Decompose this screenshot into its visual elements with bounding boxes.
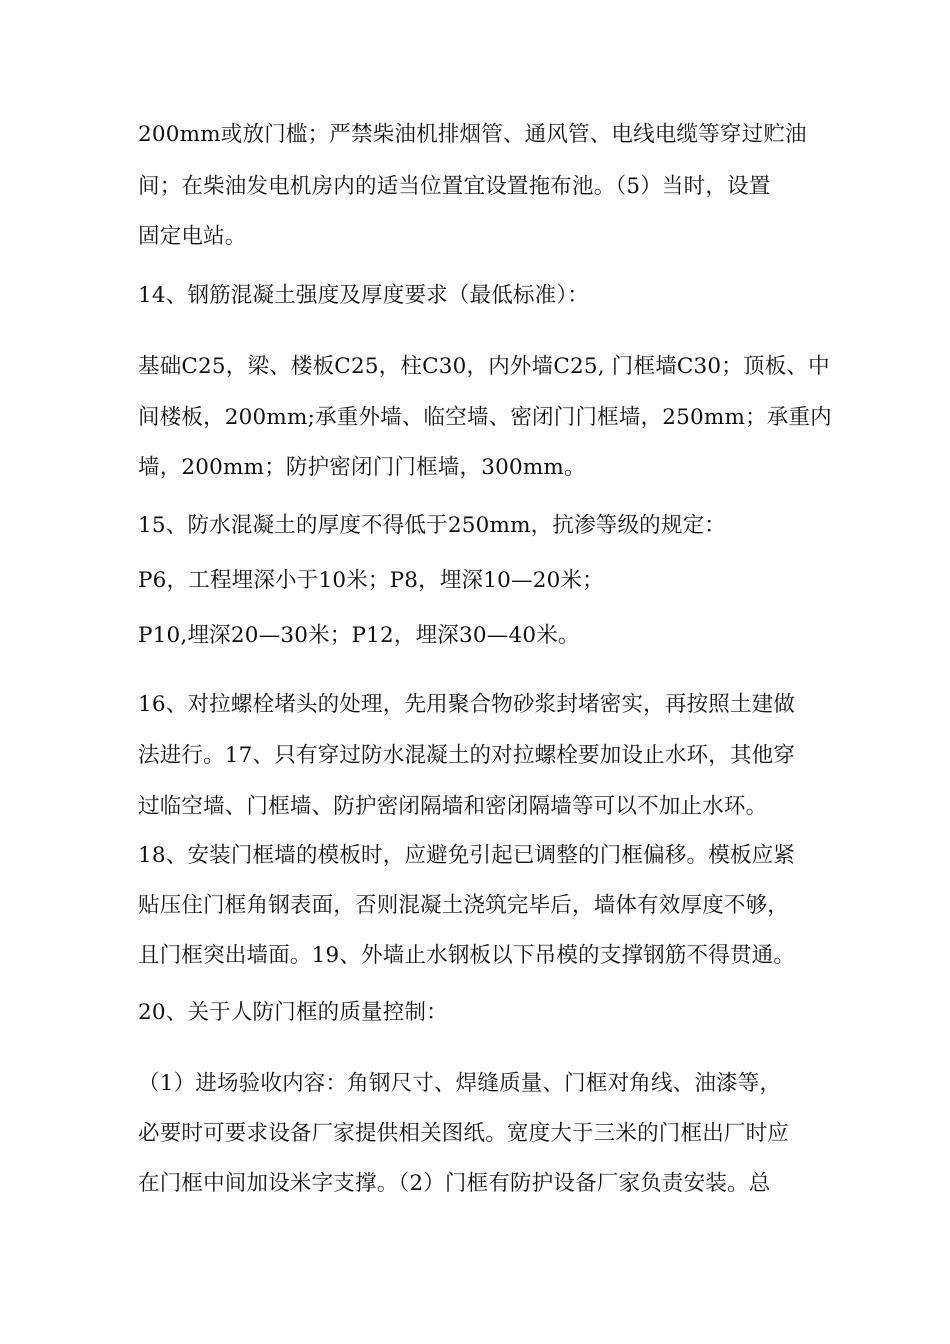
section-heading: 14、钢筋混凝土强度及厚度要求（最低标准）： [138,283,590,308]
text-line: 在门框中间加设米字支撑。（2）门框有防护设备厂家负责安装。总 [138,1171,771,1196]
text-line: 间；在柴油发电机房内的适当位置宜设置拖布池。（5）当时，设置 [138,174,771,199]
section-heading: 15、防水混凝土的厚度不得低于250mm，抗渗等级的规定： [138,513,726,538]
text-line: 贴压住门框角钢表面，否则混凝土浇筑完毕后，墙体有效厚度不够， [138,893,790,918]
text-line: 18、安装门框墙的模板时，应避免引起已调整的门框偏移。模板应紧 [138,843,796,868]
text-line: 16、对拉螺栓堵头的处理，先用聚合物砂浆封堵密实，再按照土建做 [138,692,796,717]
text-line: 墙，200mm；防护密闭门门框墙，300mm。 [138,455,586,480]
text-line: 过临空墙、门框墙、防护密闭隔墙和密闭隔墙等可以不加止水环。 [138,794,768,819]
text-line: P6，工程埋深小于10米；P8，埋深10—20米； [138,568,604,593]
text-line: P10,埋深20—30米；P12，埋深30—40米。 [138,623,580,648]
text-line: （1）进场验收内容：角钢尺寸、焊缝质量、门框对角线、油漆等， [138,1071,782,1096]
text-line: 法进行。17、只有穿过防水混凝土的对拉螺栓要加设止水环，其他穿 [138,743,796,768]
text-line: 必要时可要求设备厂家提供相关图纸。宽度大于三米的门框出厂时应 [138,1121,790,1146]
section-heading: 20、关于人防门框的质量控制： [138,1000,448,1025]
text-line: 间楼板，200mm;承重外墙、临空墙、密闭门门框墙，250mm；承重内 [138,405,832,430]
text-line: 且门框突出墙面。19、外墙止水钢板以下吊模的支撑钢筋不得贯通。 [138,943,796,968]
text-line: 200mm或放门槛；严禁柴油机排烟管、通风管、电线电缆等穿过贮油 [138,122,807,147]
text-line: 基础C25，梁、楼板C25，柱C30，内外墙C25, 门框墙C30；顶板、中 [138,354,830,379]
text-line: 固定电站。 [138,224,247,249]
